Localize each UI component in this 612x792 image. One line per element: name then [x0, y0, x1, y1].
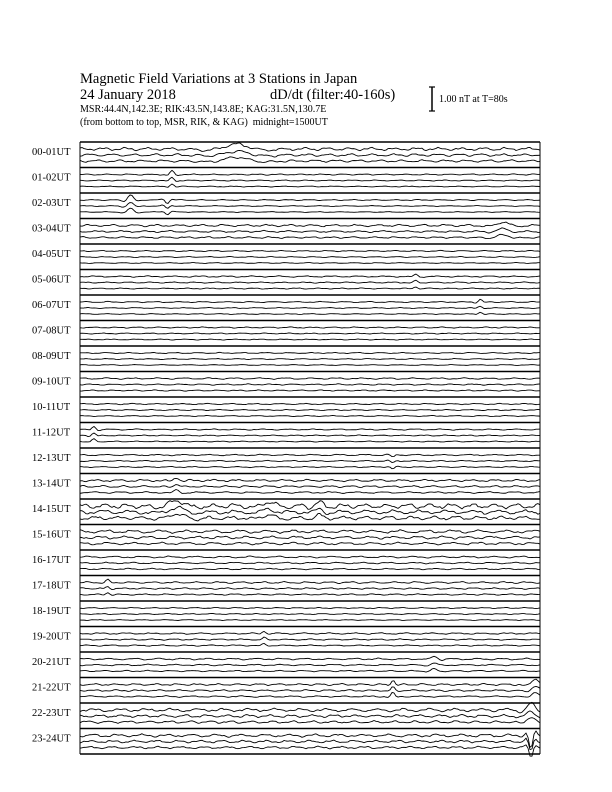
hour-row-22-23UT	[32, 702, 540, 723]
trace-msr	[80, 390, 540, 391]
hour-row-17-18UT	[32, 576, 540, 596]
chart-title: Magnetic Field Variations at 3 Stations in Japan	[80, 71, 358, 87]
trace-msr	[80, 593, 540, 596]
trace-msr	[80, 439, 540, 442]
midnight-note: midnight=1500UT	[252, 117, 328, 128]
trace-kag	[80, 170, 540, 175]
trace-kag	[80, 478, 540, 481]
trace-msr	[80, 693, 540, 698]
trace-rik	[80, 637, 540, 640]
trace-kag	[80, 702, 540, 713]
trace-rik	[80, 409, 540, 410]
trace-kag	[80, 426, 540, 430]
hour-row-19-20UT	[32, 627, 540, 647]
hour-row-21-22UT	[32, 678, 540, 698]
row-label: 12-13UT	[32, 453, 71, 464]
trace-msr	[80, 415, 540, 416]
trace-rik	[80, 280, 540, 283]
hour-row-10-11UT	[32, 397, 540, 417]
hour-row-12-13UT	[32, 448, 540, 469]
trace-rik	[80, 587, 540, 590]
row-label: 21-22UT	[32, 682, 71, 694]
hour-row-03-04UT	[32, 219, 540, 239]
trace-rik	[80, 333, 540, 334]
trace-rik	[80, 384, 540, 386]
trace-rik	[80, 686, 540, 691]
row-label: 17-18UT	[32, 580, 71, 592]
trace-msr	[80, 339, 540, 340]
row-label: 01-02UT	[32, 172, 71, 184]
trace-kag	[80, 378, 540, 380]
row-label: 15-16UT	[32, 529, 71, 541]
hour-row-15-16UT	[32, 525, 540, 545]
trace-msr	[80, 490, 540, 494]
trace-kag	[80, 250, 540, 251]
row-label: 19-20UT	[32, 631, 71, 643]
hour-row-20-21UT	[32, 652, 540, 672]
trace-msr	[80, 514, 540, 521]
trace-kag	[80, 143, 540, 151]
trace-rik	[80, 203, 540, 209]
trace-rik	[80, 506, 540, 514]
trace-msr	[80, 262, 540, 263]
row-label: 04-05UT	[32, 249, 71, 260]
trace-msr	[80, 157, 540, 163]
trace-kag	[80, 607, 540, 608]
hour-row-04-05UT	[32, 244, 540, 263]
hour-row-09-10UT	[32, 372, 540, 392]
trace-rik	[80, 663, 540, 666]
hour-row-07-08UT	[32, 321, 540, 341]
trace-msr	[80, 184, 540, 187]
trace-rik	[80, 177, 540, 181]
hour-row-11-12UT	[32, 423, 540, 443]
trace-rik	[80, 256, 540, 257]
hour-row-02-03UT	[32, 193, 540, 215]
trace-rik	[80, 613, 540, 614]
order-note: (from bottom to top, MSR, RIK, & KAG)	[80, 117, 248, 128]
row-label: 03-04UT	[32, 223, 71, 235]
hour-row-16-17UT	[32, 550, 540, 570]
trace-rik	[80, 536, 540, 539]
hour-row-08-09UT	[32, 346, 540, 365]
row-label: 09-10UT	[32, 376, 71, 388]
row-label: 14-15UT	[32, 504, 71, 515]
row-label: 11-12UT	[32, 427, 71, 439]
trace-kag	[80, 222, 540, 227]
trace-msr	[80, 620, 540, 621]
trace-kag	[80, 679, 540, 685]
chart-date: 24 January 2018	[80, 87, 176, 103]
row-label: 10-11UT	[32, 402, 71, 413]
trace-kag	[80, 299, 540, 303]
trace-kag	[80, 352, 540, 353]
trace-msr	[80, 466, 540, 469]
hour-row-13-14UT	[32, 474, 540, 494]
trace-rik	[80, 485, 540, 488]
row-label: 16-17UT	[32, 555, 71, 566]
trace-rik	[80, 460, 540, 462]
trace-kag	[80, 656, 540, 660]
trace-rik	[80, 358, 540, 359]
row-label: 13-14UT	[32, 478, 71, 490]
hour-row-18-19UT	[32, 601, 540, 621]
row-label: 07-08UT	[32, 325, 71, 337]
trace-rik	[80, 306, 540, 308]
hour-row-01-02UT	[32, 168, 540, 188]
hour-row-23-24UT	[32, 729, 540, 757]
trace-kag	[80, 530, 540, 534]
trace-msr	[80, 312, 540, 314]
trace-msr	[80, 668, 540, 672]
trace-rik	[80, 228, 540, 233]
row-label: 00-01UT	[32, 147, 71, 158]
trace-msr	[80, 234, 540, 238]
row-label: 18-19UT	[32, 606, 71, 617]
trace-rik	[80, 151, 540, 158]
scale-label: 1.00 nT at T=80s	[439, 94, 508, 105]
trace-kag	[80, 579, 540, 583]
trace-kag	[80, 556, 540, 558]
trace-msr	[80, 365, 540, 366]
trace-msr	[80, 287, 540, 289]
trace-kag	[80, 501, 540, 510]
trace-rik	[80, 711, 540, 718]
station-coordinates: MSR:44.4N,142.3E; RIK:43.5N,143.8E; KAG:31.5N,130.7E	[80, 104, 327, 115]
row-label: 05-06UT	[32, 274, 71, 286]
chart-filter: dD/dt (filter:40-160s)	[270, 87, 396, 103]
trace-kag	[80, 195, 540, 203]
hour-row-06-07UT	[32, 295, 540, 315]
hour-row-14-15UT	[32, 499, 540, 521]
trace-msr	[80, 568, 540, 570]
row-label: 22-23UT	[32, 708, 71, 719]
trace-kag	[80, 731, 540, 747]
trace-rik	[80, 562, 540, 564]
row-label: 23-24UT	[32, 733, 71, 745]
trace-msr	[80, 718, 540, 724]
row-label: 02-03UT	[32, 198, 71, 209]
trace-kag	[80, 454, 540, 456]
trace-kag	[80, 274, 540, 277]
hour-row-00-01UT	[32, 142, 540, 162]
hour-row-05-06UT	[32, 270, 540, 290]
row-label: 20-21UT	[32, 657, 71, 668]
row-label: 06-07UT	[32, 300, 71, 311]
trace-rik	[80, 433, 540, 437]
trace-kag	[80, 403, 540, 404]
trace-kag	[80, 327, 540, 328]
trace-msr	[80, 208, 540, 214]
trace-msr	[80, 542, 540, 545]
trace-kag	[80, 631, 540, 634]
row-label: 08-09UT	[32, 351, 71, 362]
trace-msr	[80, 643, 540, 646]
